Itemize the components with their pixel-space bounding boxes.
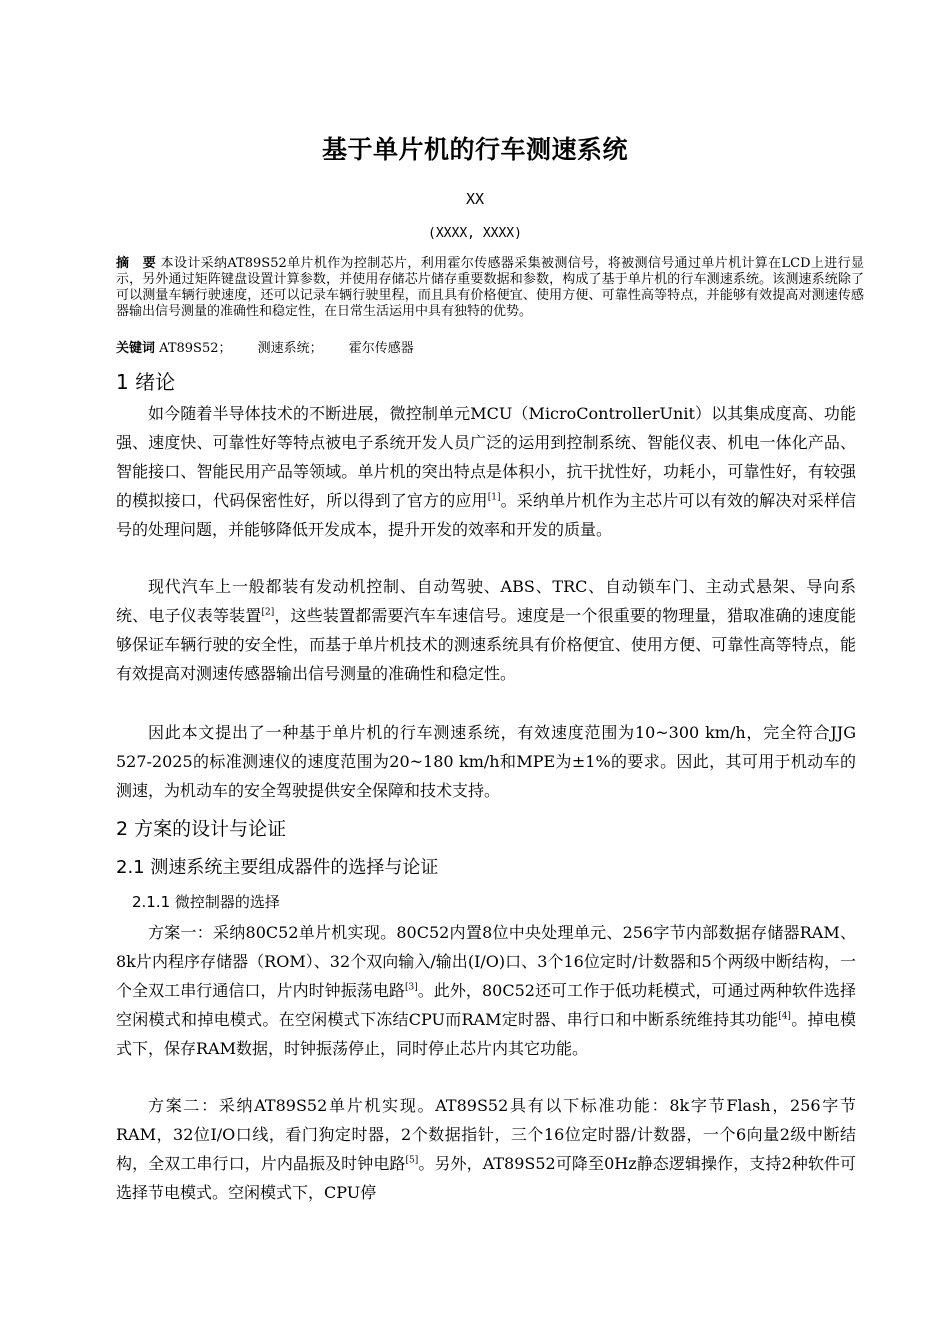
section-1-heading: 1 绪论 [116, 370, 176, 394]
keyword-item: 测速系统； [257, 341, 323, 356]
author-name: XX [465, 190, 485, 208]
keyword-item: 霍尔传感器 [348, 341, 414, 356]
citation-ref: [1] [487, 492, 501, 503]
citation-ref: [2] [261, 607, 275, 618]
paragraph-text: 。另外，AT89S52可降至0Hz静态逻辑操作，支持2种软件可选择节电模式。空闲模式下，CPU停 [116, 1154, 856, 1202]
abstract-block [116, 256, 864, 320]
paragraph-text: 方案二：采纳AT89S52单片机实现。AT89S52具有以下标准功能：8k字节Flash，256字节RAM，32位I/O口线，看门狗定时器，2个数据指针，三个16位定时器/计数器，一个6向量2级中断结构，全双工串行口，片内晶振及时钟电路 [116, 1096, 856, 1173]
keyword-item: AT89S52； [159, 341, 232, 356]
paragraph-text: 如今随着半导体技术的不断进展，微控制单元MCU（MicroControllerUnit）以其集成度高、功能强、速度快、可靠性好等特点被电子系统开发人员广泛的运用到控制系统、智能仪表、机电一体化产品、智能接口、智能民用产品等领域。单片机的突出特点是体积小，抗干扰性好，功耗小，可靠性好，有较强的模拟接口，代码保密性好，所以得到了官方的应用 [116, 404, 856, 510]
keywords-line [116, 341, 864, 357]
citation-ref: [4] [778, 1011, 791, 1022]
abstract-text: 本设计采纳AT89S52单片机作为控制芯片，利用霍尔传感器采集被测信号，将被测信号通过单片机计算在LCD上进行显示，另外通过矩阵键盘设置计算参数，并使用存储芯片储存重要数据和参数，构成了基于单片机的行车测速系统。该测速系统除了可以测量车辆行驶速度，还可以记录车辆行驶里程，而且具有价格便宜、使用方便、可靠性高等特点，并能够有效提高对测速传感器输出信号测量的准确性和稳定性，在日常生活运用中具有独特的优势。 [116, 256, 864, 319]
paragraph-text: 。采纳单片机作为主芯片可以有效的解决对采样信号的处理问题，并能够降低开发成本，提升开发的效率和开发的质量。 [116, 491, 856, 539]
section-2-1-heading: 2.1 测速系统主要组成器件的选择与论证 [116, 857, 439, 878]
keywords-label: 关键词 [116, 341, 156, 356]
citation-ref: [5] [405, 1155, 419, 1166]
section-2-1-1-heading: 2.1.1 微控制器的选择 [132, 893, 280, 911]
section-1-paragraph-3: 因此本文提出了一种基于单片机的行车测速系统，有效速度范围为10~300 km/h，完全符合JJG 527-2025的标准测速仪的速度范围为20~180 km/h和MPE为±1%的要求。因此，其可用于机动车的测速，为机动车的安全驾驶提供安全保障和技术支持。 [116, 723, 856, 800]
abstract-label: 摘 要 [116, 256, 157, 271]
author-affiliation: (XXXX, XXXX) [428, 226, 522, 241]
paragraph-text: 现代汽车上一般都装有发动机控制、自动驾驶、ABS、TRC、自动锁车门、主动式悬架、导向系统、电子仪表等装置 [116, 577, 856, 625]
section-2-paragraph-2 [116, 1091, 856, 1207]
paragraph-text: 方案一：采纳80C52单片机实现。80C52内置8位中央处理单元、256字节内部数据存储器RAM、8k片内程序存储器（ROM）、32个双向输入/输出(I/O)口、3个16位定时/计数器和5个两级中断结构，一个全双工串行通信口，片内时钟振荡电路 [116, 923, 856, 1000]
paragraph-text: 。掉电模式下，保存RAM数据，时钟振荡停止，同时停止芯片内其它功能。 [116, 1010, 856, 1058]
section-2-paragraph-1 [116, 918, 856, 1063]
citation-ref: [3] [404, 982, 418, 993]
paper-title: 基于单片机的行车测速系统 [321, 135, 628, 164]
paragraph-text: 。此外，80C52还可工作于低功耗模式，可通过两种软件选择空闲模式和掉电模式。在空闲模式下冻结CPU而RAM定时器、串行口和中断系统维持其功能 [116, 981, 856, 1029]
section-1-paragraph-1 [116, 399, 856, 544]
paragraph-text: ，这些装置都需要汽车车速信号。速度是一个很重要的物理量，猎取准确的速度能够保证车辆行驶的安全性，而基于单片机技术的测速系统具有价格便宜、使用方便、可靠性高等特点，能有效提高对测速传感器输出信号测量的准确性和稳定性。 [116, 606, 856, 683]
section-1-paragraph-2 [116, 572, 856, 688]
section-2-heading: 2 方案的设计与论证 [116, 818, 287, 840]
